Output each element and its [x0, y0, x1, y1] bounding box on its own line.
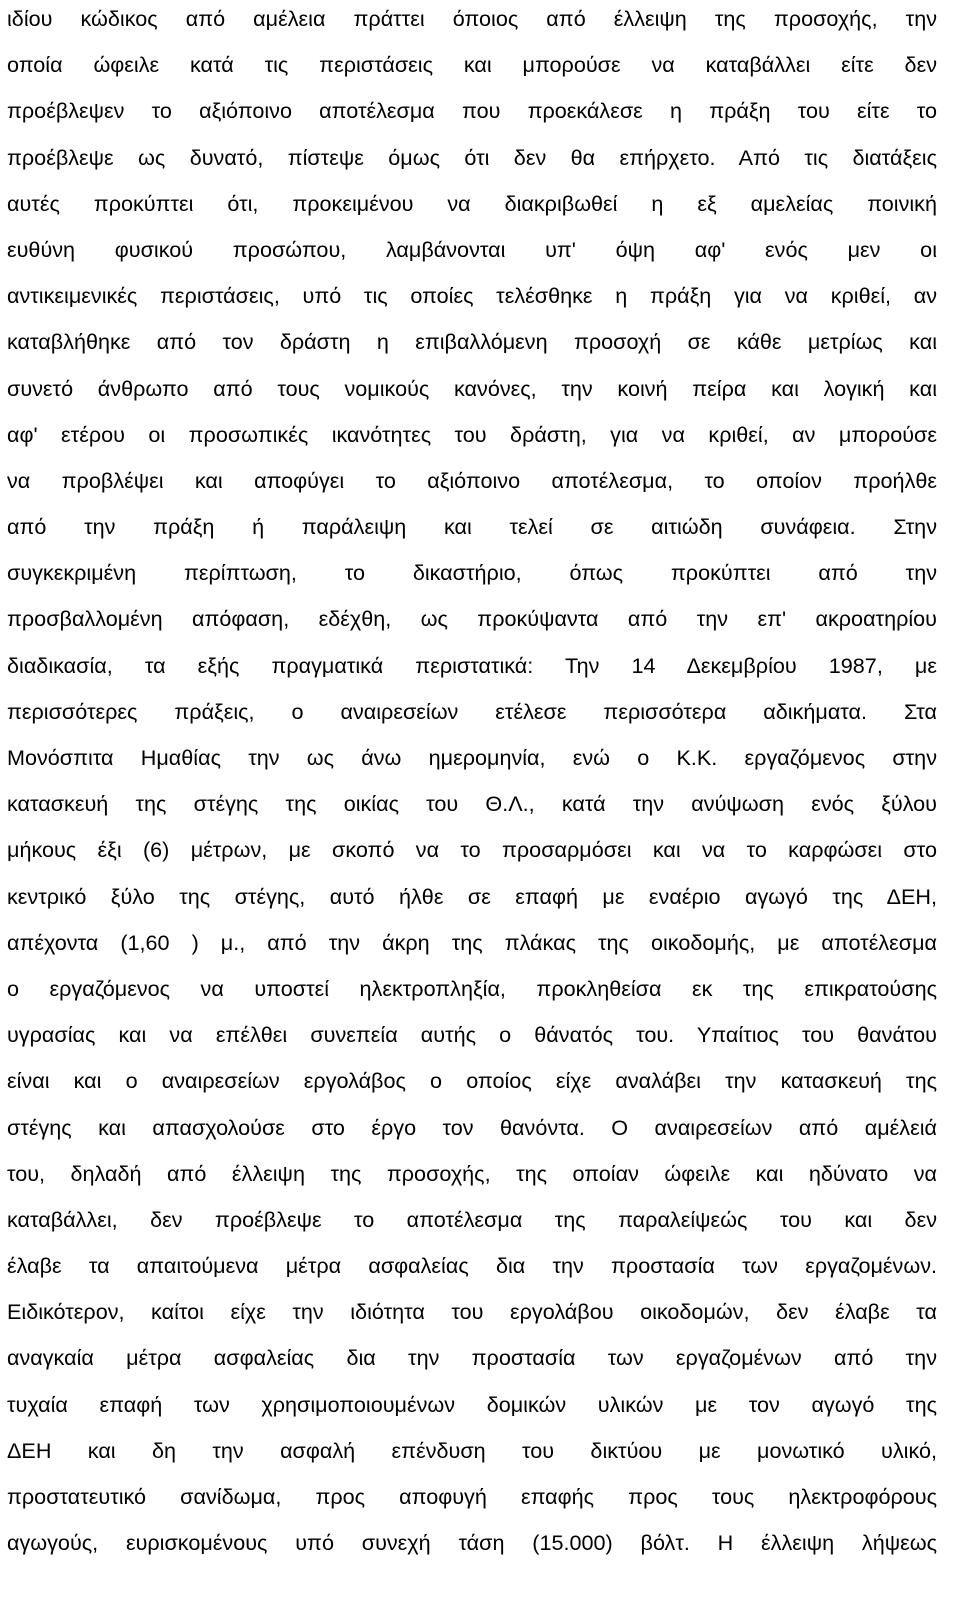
- text-line: καταβλήθηκε από τον δράστη η επιβαλλόμενη προσοχή σε κάθε μετρίως και: [7, 329, 937, 355]
- text-line: προστατευτικό σανίδωμα, προς αποφυγή επαφής προς τους ηλεκτροφόρους: [7, 1484, 937, 1509]
- text-line: απέχοντα (1,60 ) μ., από την άκρη της πλάκας της οικοδομής, με αποτέλεσμα: [7, 929, 937, 955]
- text-line: έλαβε τα απαιτούμενα μέτρα ασφαλείας δια την προστασία των εργαζομένων.: [7, 1253, 937, 1279]
- text-line: ιδίου κώδικος από αμέλεια πράττει όποιος από έλλειψη της προσοχής, την: [7, 6, 937, 31]
- text-line: συγκεκριμένη περίπτωση, το δικαστήριο, όπως προκύπτει από την: [7, 560, 937, 586]
- text-line: κατασκευή της στέγης της οικίας του Θ.Λ., κατά την ανύψωση ενός ξύλου: [7, 791, 937, 817]
- text-line: περισσότερες πράξεις, ο αναιρεσείων ετέλεσε περισσότερα αδικήματα. Στα: [7, 698, 937, 724]
- text-line: αναγκαία μέτρα ασφαλείας δια την προστασία των εργαζομένων από την: [7, 1345, 937, 1371]
- text-line: συνετό άνθρωπο από τους νομικούς κανόνες, την κοινή πείρα και λογική και: [7, 375, 937, 401]
- text-line: ευθύνη φυσικού προσώπου, λαμβάνονται υπ' όψη αφ' ενός μεν οι: [7, 236, 937, 262]
- text-line: αυτές προκύπτει ότι, προκειμένου να διακριβωθεί η εξ αμελείας ποινική: [7, 190, 937, 216]
- text-line: αγωγούς, ευρισκομένους υπό συνεχή τάση (15.000) βόλτ. Η έλλειψη λήψεως: [7, 1530, 937, 1556]
- text-line: ο εργαζόμενος να υποστεί ηλεκτροπληξία, προκληθείσα εκ της επικρατούσης: [7, 975, 937, 1001]
- text-line: υγρασίας και να επέλθει συνεπεία αυτής ο θάνατός του. Υπαίτιος του θανάτου: [7, 1022, 937, 1048]
- text-line: προσβαλλομένη απόφαση, εδέχθη, ως προκύψαντα από την επ' ακροατηρίου: [7, 606, 937, 632]
- text-line: ΔΕΗ και δη την ασφαλή επένδυση του δικτύου με μονωτικό υλικό,: [7, 1437, 937, 1463]
- text-line: στέγης και απασχολούσε στο έργο τον θανόντα. Ο αναιρεσείων από αμέλειά: [7, 1114, 937, 1140]
- text-line: είναι και ο αναιρεσείων εργολάβος ο οποίος είχε αναλάβει την κατασκευή της: [7, 1068, 937, 1094]
- text-line: προέβλεψεν το αξιόποινο αποτέλεσμα που προεκάλεσε η πράξη του είτε το: [7, 98, 937, 124]
- text-line: οποία ώφειλε κατά τις περιστάσεις και μπορούσε να καταβάλλει είτε δεν: [7, 52, 937, 78]
- text-line: αφ' ετέρου οι προσωπικές ικανότητες του δράστη, για να κριθεί, αν μπορούσε: [7, 421, 937, 447]
- text-line: προέβλεψε ως δυνατό, πίστεψε όμως ότι δεν θα επήρχετο. Από τις διατάξεις: [7, 144, 937, 170]
- text-line: να προβλέψει και αποφύγει το αξιόποινο αποτέλεσμα, το οποίον προήλθε: [7, 467, 937, 493]
- text-line: καταβάλλει, δεν προέβλεψε το αποτέλεσμα της παραλείψεώς του και δεν: [7, 1206, 937, 1232]
- text-line: από την πράξη ή παράλειψη και τελεί σε αιτιώδη συνάφεια. Στην: [7, 514, 937, 540]
- document-page: [7, 0, 937, 1566]
- text-line: κεντρικό ξύλο της στέγης, αυτό ήλθε σε επαφή με εναέριο αγωγό της ΔΕΗ,: [7, 883, 937, 909]
- text-line: Μονόσπιτα Ημαθίας την ως άνω ημερομηνία, ενώ ο Κ.Κ. εργαζόμενος στην: [7, 745, 937, 770]
- text-line: αντικειμενικές περιστάσεις, υπό τις οποίες τελέσθηκε η πράξη για να κριθεί, αν: [7, 283, 937, 309]
- text-line: του, δηλαδή από έλλειψη της προσοχής, της οποίαν ώφειλε και ηδύνατο να: [7, 1160, 937, 1186]
- text-line: τυχαία επαφή των χρησιμοποιουμένων δομικών υλικών με τον αγωγό της: [7, 1391, 937, 1417]
- text-line: μήκους έξι (6) μέτρων, με σκοπό να το προσαρμόσει και να το καρφώσει στο: [7, 837, 937, 863]
- text-line: διαδικασία, τα εξής πραγματικά περιστατικά: Την 14 Δεκεμβρίου 1987, με: [7, 652, 937, 678]
- text-line: Ειδικότερον, καίτοι είχε την ιδιότητα του εργολάβου οικοδομών, δεν έλαβε τα: [7, 1299, 937, 1325]
